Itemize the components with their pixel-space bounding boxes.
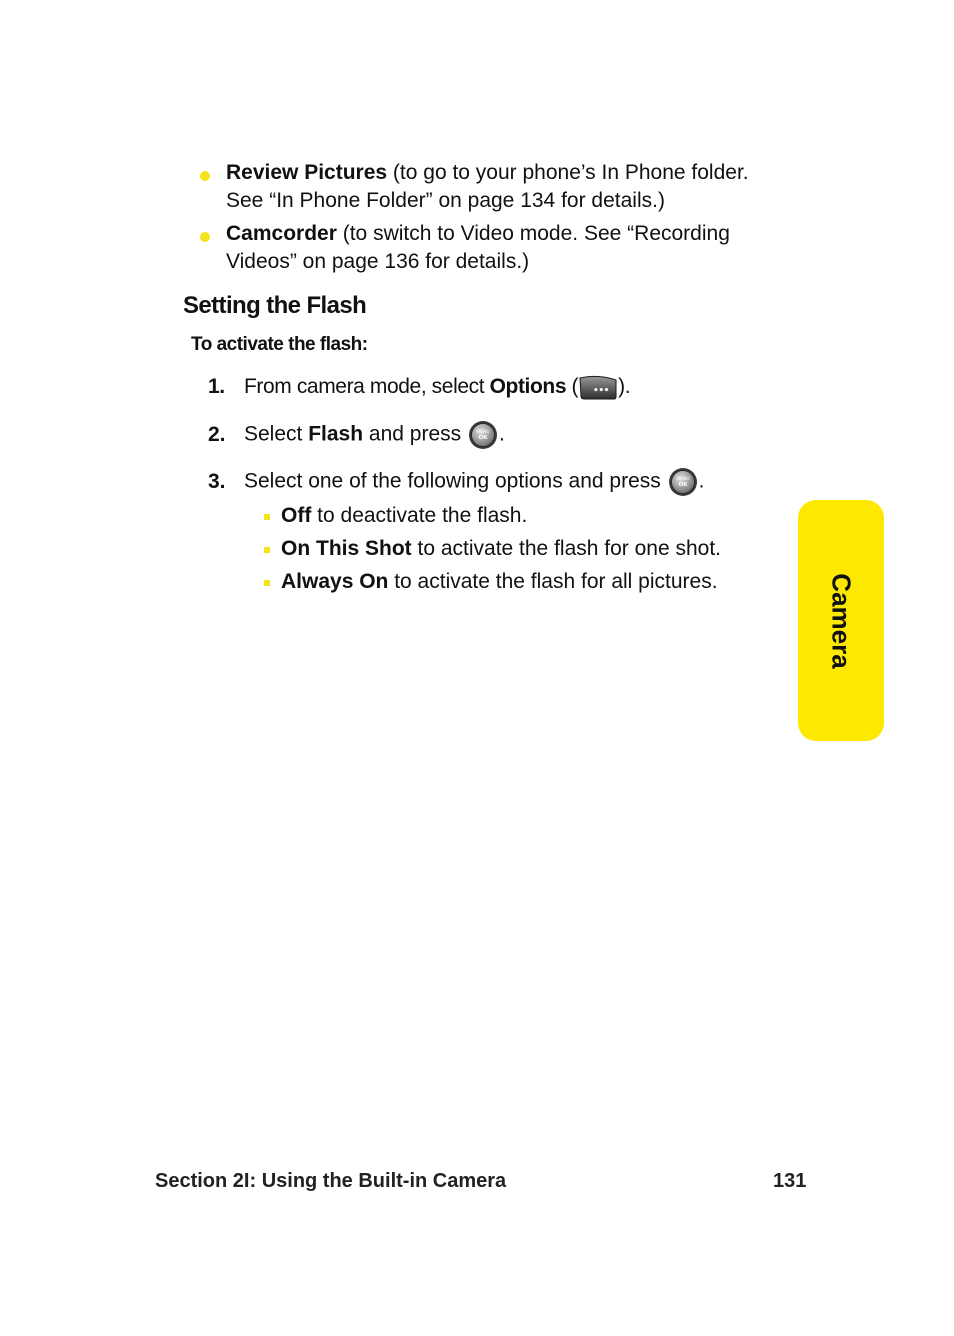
step-3 (208, 467, 704, 497)
bullet-dot-icon (200, 171, 210, 181)
square-bullet-icon (264, 547, 270, 553)
step-number: 2. (208, 422, 226, 446)
menu-ok-key-icon (467, 420, 499, 450)
menu-ok-key-icon (667, 467, 699, 497)
footer-page-number: 131 (773, 1170, 807, 1192)
sub-heading: To activate the flash: (191, 334, 368, 355)
list-item (198, 220, 788, 276)
bullet-text: (to switch to Video mode. See “Recording Videos” on page 136 for details.) (226, 222, 730, 273)
option-term: Always On (281, 570, 389, 593)
options-softkey-icon (578, 374, 618, 400)
step-text: Select one of the following options and press (244, 469, 667, 493)
bullet-text: (to go to your phone’s In Phone folder. See “In Phone Folder” on page 134 for details.) (226, 161, 749, 212)
top-bullet-list (198, 159, 788, 281)
list-item (198, 159, 788, 215)
bullet-term: Camcorder (226, 222, 337, 245)
key-label-top: MENU (476, 430, 490, 435)
square-bullet-icon (264, 514, 270, 520)
list-item (262, 535, 721, 568)
step-paren-close: ). (618, 375, 631, 398)
square-bullet-icon (264, 580, 270, 586)
side-tab-label: Camera (826, 572, 857, 669)
step-number: 1. (208, 375, 225, 398)
section-heading: Setting the Flash (183, 292, 367, 319)
key-label-bottom: OK (678, 482, 688, 488)
list-item (262, 568, 721, 601)
footer-section-title: Section 2I: Using the Built-in Camera (155, 1170, 507, 1192)
softkey-dots: ••• (593, 386, 610, 397)
step-term: Options (489, 375, 567, 398)
option-term: On This Shot (281, 537, 412, 560)
step-end: . (498, 422, 505, 446)
option-text: to activate the flash for one shot. (411, 537, 722, 560)
step-text: From camera mode, select (244, 375, 490, 398)
flash-options-list (262, 502, 721, 601)
section-side-tab (798, 500, 884, 741)
key-label-bottom: OK (478, 435, 488, 441)
step-term: Flash (308, 422, 364, 446)
step-text: Select (244, 422, 309, 446)
step-paren-open: ( (566, 375, 579, 398)
option-term: Off (281, 504, 312, 527)
step-text: and press (363, 422, 467, 446)
key-label-top: MENU (675, 477, 690, 482)
step-1 (208, 373, 630, 401)
step-2 (208, 420, 505, 450)
bullet-term: Review Pictures (226, 161, 388, 184)
step-end: . (698, 469, 705, 493)
list-item (262, 502, 721, 535)
bullet-dot-icon (200, 232, 210, 242)
option-text: to activate the flash for all pictures. (388, 570, 718, 593)
step-number: 3. (208, 469, 226, 493)
option-text: to deactivate the flash. (311, 504, 528, 527)
